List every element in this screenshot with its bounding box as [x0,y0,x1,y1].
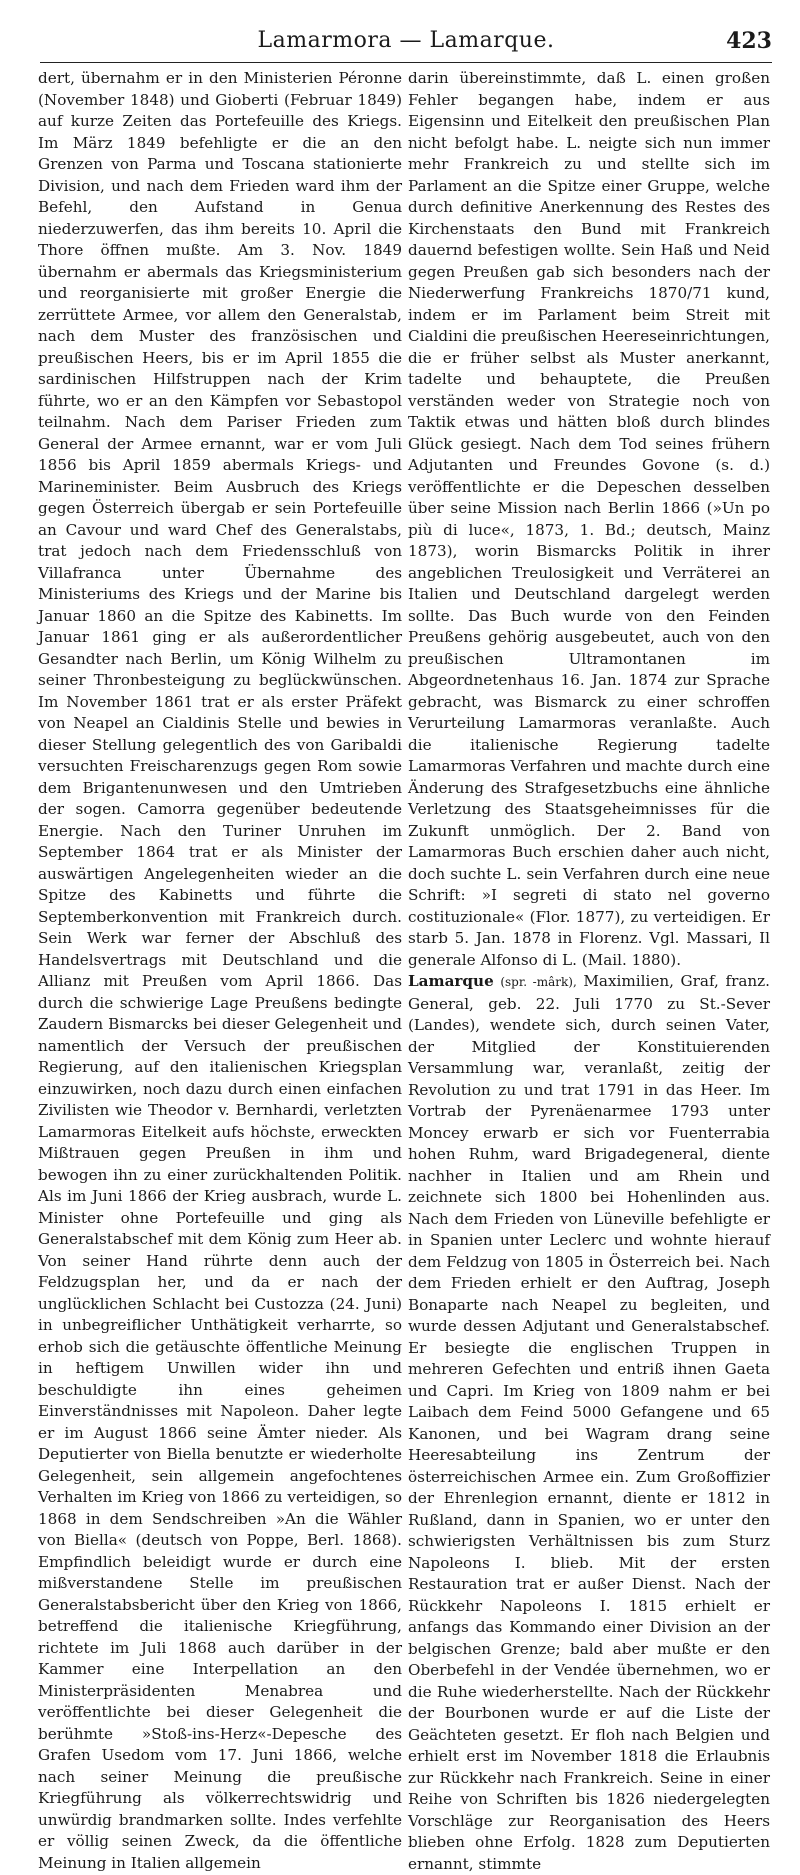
page-header [40,28,772,62]
lamarmora-entry-continuation: darin übereinstimmte, daß L. einen großen Fehler begangen habe, indem er aus Eigensinn und Eitelkeit den preußischen Plan nicht befolgt habe. L. neigte sich nun immer mehr Frankreich zu und stellte sich im Parlament an die Spitze einer Gruppe, welche durch definitive Anerkennung des Restes des Kirchenstaats den Bund mit Frankreich dauernd befestigen wollte. Sein Haß und Neid gegen Preußen gab sich besonders nach der Niederwerfung Frankreichs 1870/71 kund, indem er im Parlament beim Streit mit Cialdini die preußischen Heereseinrichtungen, die er früher selbst als Muster anerkannt, tadelte und behauptete, die Preußen verständen weder von Strategie noch von Taktik etwas und hätten bloß durch blindes Glück gesiegt. Nach dem Tod seines frühern Adjutanten und Freundes Govone (s. d.) veröffentlichte er die Depeschen desselben über seine Mission nach Berlin 1866 (»Un po più di luce«, 1873, 1. Bd.; deutsch, Mainz 1873), worin Bismarcks Politik in ihrer angeblichen Treulosigkeit und Verräterei an Italien und Deutschland dargelegt werden sollte. Das Buch wurde von den Feinden Preußens gehörig ausgebeutet, auch von den preußischen Ultramontanen im Abgeordnetenhaus 16. Jan. 1874 zur Sprache gebracht, was Bismarck zu einer schroffen Verurteilung Lamarmoras veranlaßte. Auch die italienische Regierung tadelte Lamarmoras Verfahren und machte durch eine Änderung des Strafgesetzbuchs eine ähnliche Verletzung des Staatsgeheimnisses für die Zukunft unmöglich. Der 2. Band von Lamarmoras Buch erschien daher auch nicht, doch suchte L. sein Verfahren durch eine neue Schrift: »I segreti di stato nel governo costituzionale« (Flor. 1877), zu verteidigen. Er starb 5. Jan. 1878 in Florenz. Vgl. Massari, Il generale Alfonso di L. (Mail. 1880). [408,69,770,969]
entry-text: Maximilien, Graf, franz. General, geb. 22. Juli 1770 zu St.-Sever (Landes), wendete sich, durch seinen Vater, der Mitglied der Konstituierenden Versammlung war, veranlaßt, zeitig der Revolution zu und trat 1791 in das Heer. Im Vortrab der Pyrenäenarmee 1793 unter Moncey erwarb er sich vor Fuenterrabia hohen Ruhm, ward Brigadegeneral, diente nachher in Italien und am Rhein und zeichnete sich 1800 bei Hohenlinden aus. Nach dem Frieden von Lüneville befehligte er in Spanien unter Leclerc und wohnte hierauf dem Feldzug von 1805 in Österreich bei. Nach dem Frieden erhielt er den Auftrag, Joseph Bonaparte nach Neapel zu begleiten, und wurde dessen Adjutant und Generalstabschef. Er besiegte die englischen Truppen in mehreren Gefechten und entriß ihnen Gaeta und Capri. Im Krieg von 1809 nahm er bei Laibach dem Feind 5000 Gefangene und 65 Kanonen, und bei Wagram drang seine Heeresabteilung ins Zentrum der österreichischen Armee ein. Zum Großoffizier der Ehrenlegion ernannt, diente er 1812 in Rußland, dann in Spanien, wo er unter den schwierigsten Verhältnissen bis zum Sturz Napoleons I. blieb. Mit der ersten Restauration trat er außer Dienst. Nach der Rückkehr Napoleons I. 1815 erhielt er anfangs das Kommando einer Division an der belgischen Grenze; bald aber mußte er den Oberbefehl in der Vendée übernehmen, wo er die Ruhe wiederherstellte. Nach der Rückkehr der Bourbonen wurde er auf die Liste der Geächteten gesetzt. Er floh nach Belgien und erhielt erst im November 1818 die Erlaubnis zur Rückkehr nach Frankreich. Seine in einer Reihe von Schriften bis 1826 niedergelegten Vorschläge zur Reorganisation des Heers blieben ohne Erfolg. 1828 zum Deputierten ernannt, stimmte [408,972,770,1873]
left-column [38,68,402,1874]
entry-pronunciation: (spr. -mârk), [500,975,577,989]
page-number: 423 [726,28,772,54]
running-title: Lamarmora — Lamarque. [257,28,555,53]
left-column-text: dert, übernahm er in den Ministerien Péronne (November 1848) und Gioberti (Februar 1849) auf kurze Zeiten das Portefeuille des Kriegs. Im März 1849 befehligte er die an den Grenzen von Parma und Toscana stationierte Division, und nach dem Frieden ward ihm der Befehl, den Aufstand in Genua niederzuwerfen, das ihm bereits 10. April die Thore öffnen mußte. Am 3. Nov. 1849 übernahm er abermals das Kriegsministerium und reorganisierte mit großer Energie die zerrüttete Armee, vor allem den Generalstab, nach dem Muster des französischen und preußischen Heers, bis er im April 1855 die sardinischen Hilfstruppen nach der Krim führte, wo er an den Kämpfen vor Sebastopol teilnahm. Nach dem Pariser Frieden zum General der Armee ernannt, war er vom Juli 1856 bis April 1859 abermals Kriegs- und Marineminister. Beim Ausbruch des Kriegs gegen Österreich übergab er sein Portefeuille an Cavour und ward Chef des Generalstabs, trat jedoch nach dem Friedensschluß von Villafranca unter Übernahme des Ministeriums des Kriegs und der Marine bis Januar 1860 an die Spitze des Kabinetts. Im Januar 1861 ging er als außerordentlicher Gesandter nach Berlin, um König Wilhelm zu seiner Thronbesteigung zu beglückwünschen. Im November 1861 trat er als erster Präfekt von Neapel an Cialdinis Stelle und bewies in dieser Stellung gelegentlich des von Garibaldi versuchten Freischarenzugs gegen Rom sowie dem Brigantenunwesen und den Umtrieben der sogen. Camorra gegenüber bedeutende Energie. Nach den Turiner Unruhen im September 1864 trat er als Minister der auswärtigen Angelegenheiten wieder an die Spitze des Kabinetts und führte die Septemberkonvention mit Frankreich durch. Sein Werk war ferner der Abschluß des Handelsvertrags mit Deutschland und die Allianz mit Preußen vom April 1866. Das durch die schwierige Lage Preußens bedingte Zaudern Bismarcks bei dieser Gelegenheit und namentlich der Versuch der preußischen Regierung, auf den italienischen Kriegsplan einzuwirken, noch dazu durch einen einfachen Zivilisten wie Theodor v. Bernhardi, verletzten Lamarmoras Eitelkeit aufs höchste, erweckten Mißtrauen gegen Preußen in ihm und bewogen ihn zu einer zurückhaltenden Politik. Als im Juni 1866 der Krieg ausbrach, wurde L. Minister ohne Portefeuille und ging als Generalstabschef mit dem König zum Heer ab. Von seiner Hand rührte denn auch der Feldzugsplan her, und da er nach der unglücklichen Schlacht bei Custozza (24. Juni) in unbegreiflicher Unthätigkeit verharrte, so erhob sich die getäuschte öffentliche Meinung in heftigem Unwillen wider ihn und beschuldigte ihn eines geheimen Einverständnisses mit Napoleon. Daher legte er im August 1866 seine Ämter nieder. Als Deputierter von Biella benutzte er wiederholte Gelegenheit, sein allgemein angefochtenes Verhalten im Krieg von 1866 zu verteidigen, so 1868 in dem Sendschreiben »An die Wähler von Biella« (deutsch von Poppe, Berl. 1868). Empfindlich beleidigt wurde er durch eine mißverstandene Stelle im preußischen Generalstabsbericht über den Krieg von 1866, betreffend die italienische Kriegführung, richtete im Juli 1868 auch darüber in der Kammer eine Interpellation an den Ministerpräsidenten Menabrea und veröffentlichte bei dieser Gelegenheit die berühmte »Stoß-ins-Herz«-Depesche des Grafen Usedom vom 17. Juni 1866, welche nach seiner Meinung die preußische Kriegführung als völkerrechtswidrig und unwürdig brandmarken sollte. Indes verfehlte er völlig seinen Zweck, da die öffentliche Meinung in Italien allgemein [38,69,402,1872]
entry-headword: Lamarque [408,972,494,990]
header-rule [40,62,772,63]
right-column [408,68,770,1875]
lamarque-entry [408,971,770,1875]
